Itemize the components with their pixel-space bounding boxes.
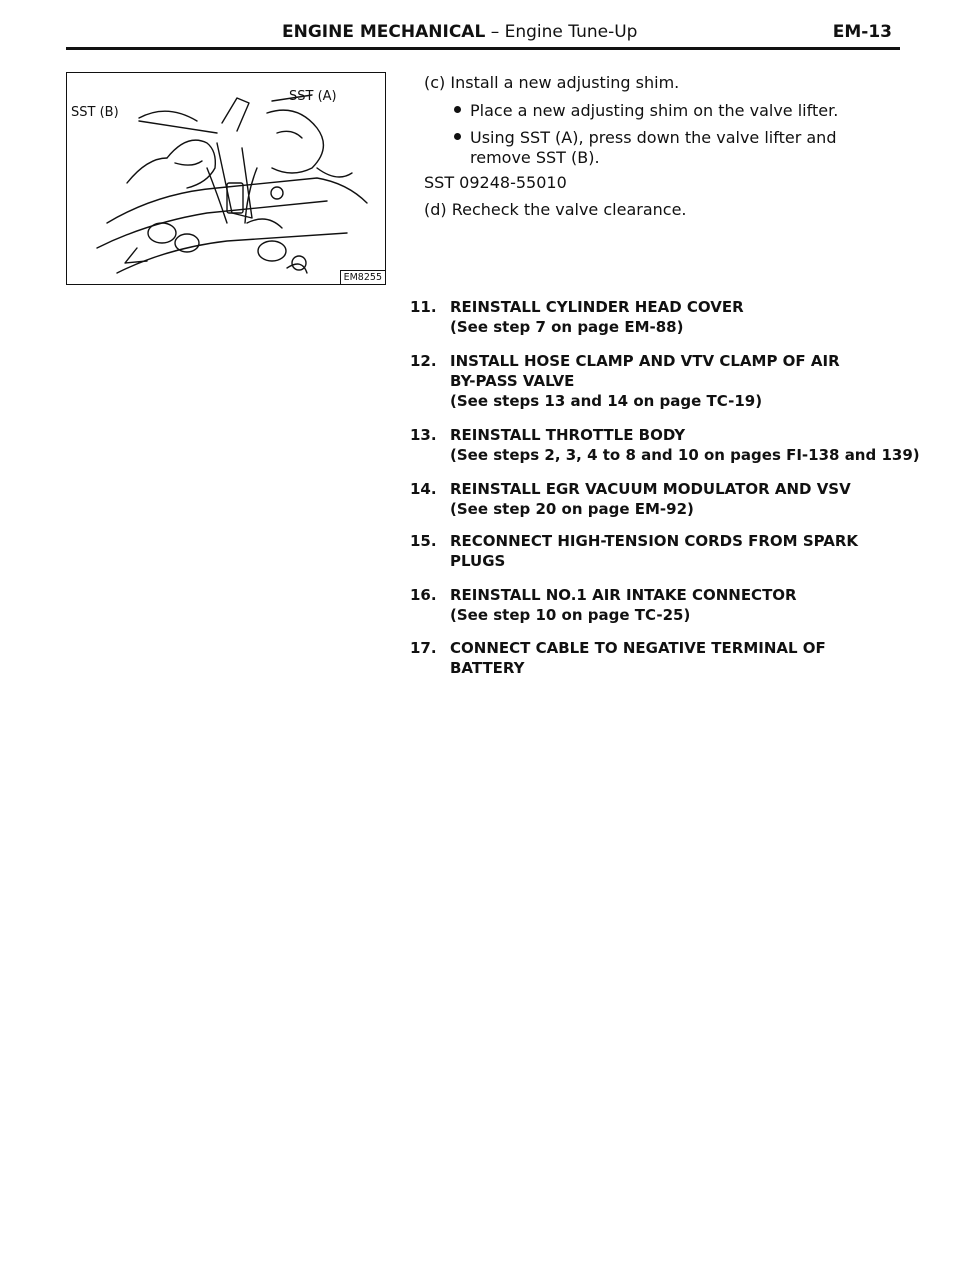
step-number: 11.: [410, 298, 437, 316]
illustration-figure: [66, 72, 386, 285]
step-line: PLUGS: [450, 552, 506, 570]
bullet-1-text: Place a new adjusting shim on the valve lifter.: [470, 101, 839, 120]
step-line: (See steps 2, 3, 4 to 8 and 10 on pages FI-138 and 139): [450, 446, 920, 464]
step-line: (See step 10 on page TC-25): [450, 606, 691, 624]
step-line: REINSTALL THROTTLE BODY: [450, 426, 686, 444]
step-line: RECONNECT HIGH-TENSION CORDS FROM SPARK: [450, 532, 859, 550]
step-line: REINSTALL CYLINDER HEAD COVER: [450, 298, 744, 316]
step-line: BATTERY: [450, 659, 525, 677]
sst-number: SST 09248-55010: [424, 173, 567, 192]
step-c-bullet-2-cont: remove SST (B).: [470, 148, 600, 167]
label-sst-a: SST (A): [289, 89, 337, 104]
step-c-bullet-1: [454, 101, 838, 121]
step-line: REINSTALL EGR VACUUM MODULATOR AND VSV: [450, 480, 851, 498]
header-section: ENGINE MECHANICAL: [282, 22, 486, 42]
header-title: [282, 22, 637, 42]
step-number: 16.: [410, 586, 437, 604]
step-line: BY-PASS VALVE: [450, 372, 575, 390]
step-line: INSTALL HOSE CLAMP AND VTV CLAMP OF AIR: [450, 352, 840, 370]
step-number: 12.: [410, 352, 437, 370]
page-header: [66, 22, 900, 48]
label-sst-b: SST (B): [71, 105, 119, 120]
bullet-icon: [454, 106, 461, 113]
step-line: REINSTALL NO.1 AIR INTAKE CONNECTOR: [450, 586, 797, 604]
figure-code: EM8255: [340, 270, 385, 284]
step-d-heading: (d) Recheck the valve clearance.: [424, 200, 687, 219]
header-rule: [66, 47, 900, 50]
step-number: 14.: [410, 480, 437, 498]
bullet-2-line-1: Using SST (A), press down the valve lifter and: [470, 128, 837, 147]
header-subsection: – Engine Tune-Up: [485, 22, 638, 42]
step-number: 15.: [410, 532, 437, 550]
step-c-bullet-2: [454, 128, 836, 148]
page-number: EM-13: [832, 22, 892, 42]
step-c-heading: (c) Install a new adjusting shim.: [424, 73, 680, 92]
step-line: (See step 7 on page EM-88): [450, 318, 684, 336]
step-number: 13.: [410, 426, 437, 444]
step-line: CONNECT CABLE TO NEGATIVE TERMINAL OF: [450, 639, 826, 657]
bullet-icon: [454, 133, 461, 140]
step-line: (See steps 13 and 14 on page TC-19): [450, 392, 763, 410]
step-number: 17.: [410, 639, 437, 657]
step-line: (See step 20 on page EM-92): [450, 500, 694, 518]
